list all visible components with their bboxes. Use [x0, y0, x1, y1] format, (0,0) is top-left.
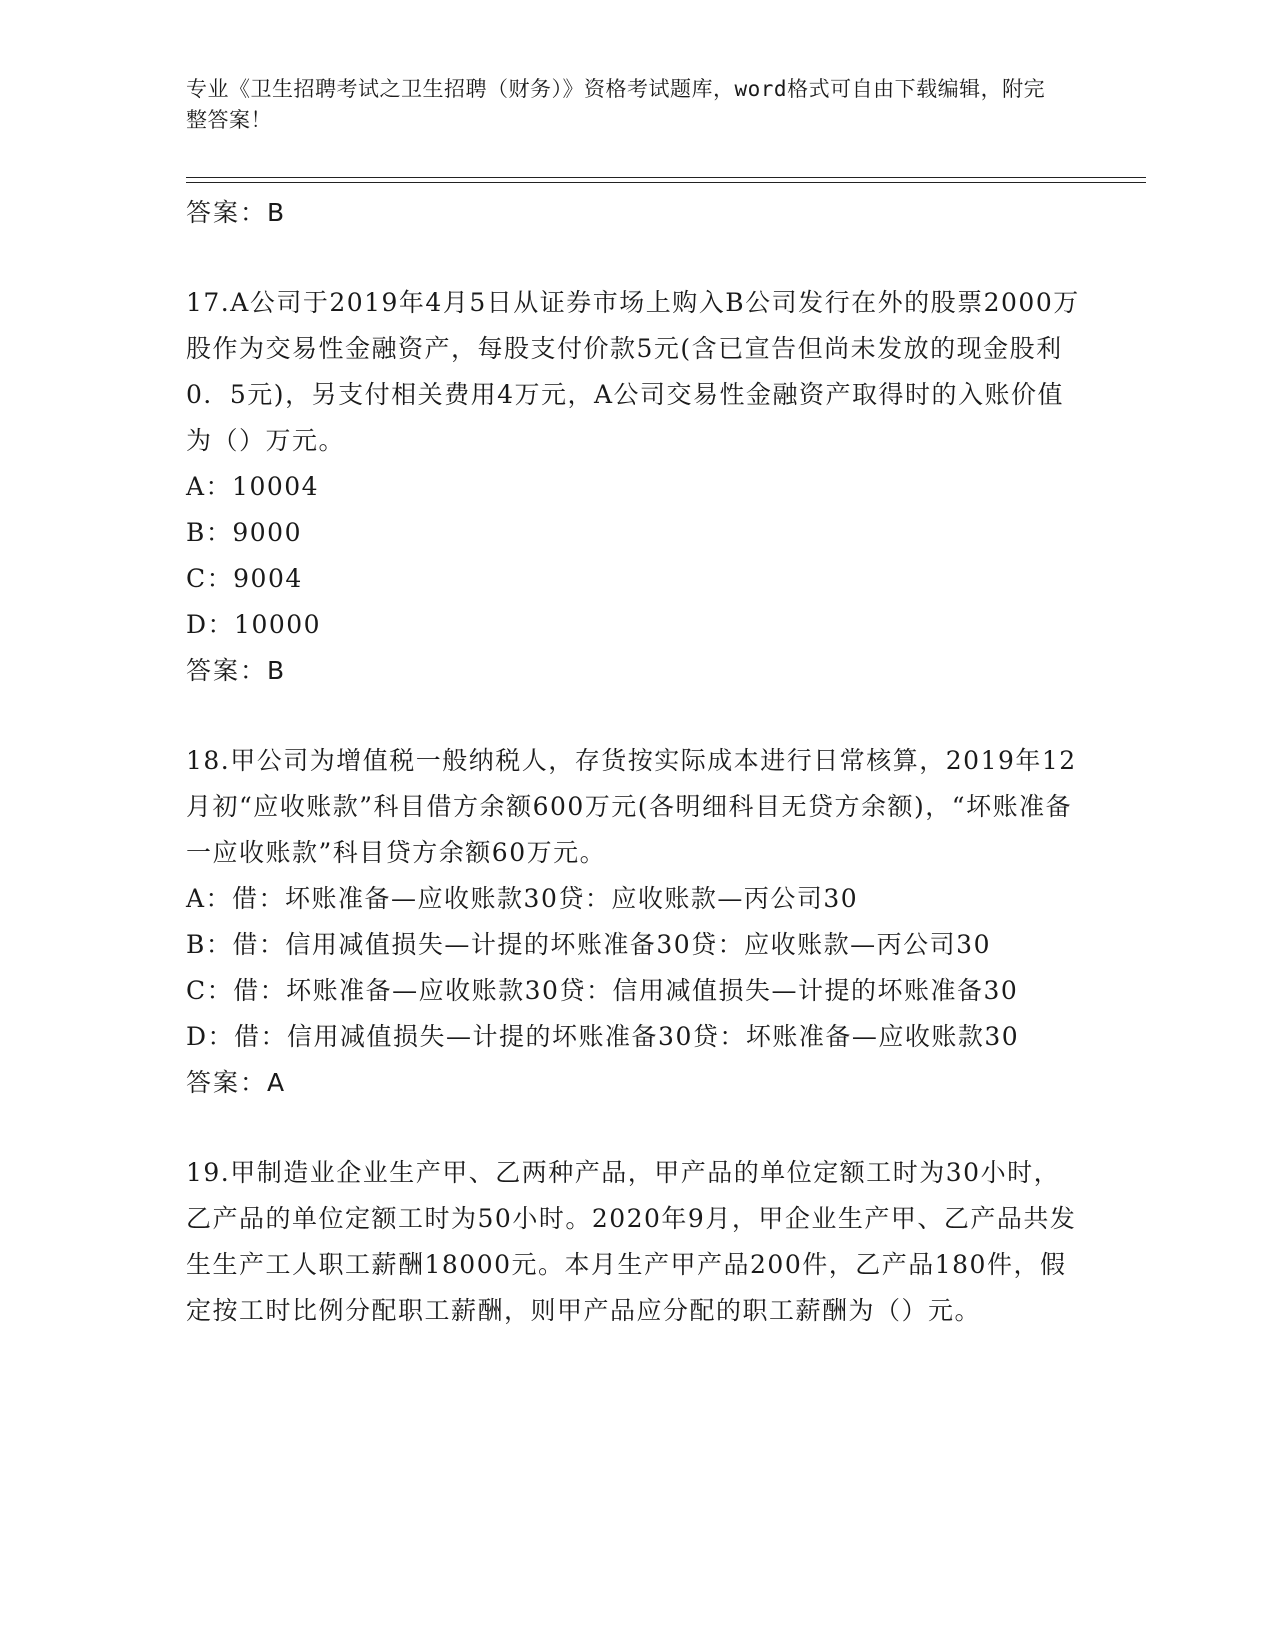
option-d: D：借：信用减值损失—计提的坏账准备30贷：坏账准备—应收账款30	[186, 1022, 1020, 1051]
option-a: A：10004	[186, 472, 320, 501]
option-d: D：10000	[186, 610, 322, 639]
option-c: C：9004	[186, 564, 303, 593]
question-stem: 17.A公司于2019年4月5日从证券市场上购入B公司发行在外的股票2000万股作为交易性金融资产，每股支付价款5元(含已宣告但尚未发放的现金股利0．5元)，另支付相关费用4万元，A公司交易性金融资产取得时的入账价值为（）万元。	[186, 288, 1080, 455]
question-stem: 19.甲制造业企业生产甲、乙两种产品，甲产品的单位定额工时为30小时，乙产品的单位定额工时为50小时。2020年9月，甲企业生产甲、乙产品共发生生产工人职工薪酬18000元。本月生产甲产品200件，乙产品180件，假定按工时比例分配职工薪酬，则甲产品应分配的职工薪酬为（）元。	[186, 1158, 1077, 1325]
page-header: 专业《卫生招聘考试之卫生招聘（财务）》资格考试题库，word格式可自由下载编辑，附完整答案！	[186, 77, 1046, 132]
document-body	[186, 190, 1086, 1334]
answer-line: 答案：A	[186, 1068, 287, 1097]
option-a: A：借：坏账准备—应收账款30贷：应收账款—丙公司30	[186, 884, 859, 913]
option-b: B：9000	[186, 518, 302, 547]
answer-line: 答案：B	[186, 198, 287, 227]
answer-line: 答案：B	[186, 656, 287, 685]
option-c: C：借：坏账准备—应收账款30贷：信用减值损失—计提的坏账准备30	[186, 976, 1019, 1005]
question-18	[186, 738, 1086, 1106]
question-stem: 18.甲公司为增值税一般纳税人，存货按实际成本进行日常核算，2019年12月初“应收账款”科目借方余额600万元(各明细科目无贷方余额)，“坏账准备一应收账款”科目贷方余额60万元。	[186, 746, 1077, 867]
header-divider	[186, 177, 1146, 183]
option-b: B：借：信用减值损失—计提的坏账准备30贷：应收账款—丙公司30	[186, 930, 991, 959]
question-17	[186, 280, 1086, 694]
question-19	[186, 1150, 1086, 1334]
